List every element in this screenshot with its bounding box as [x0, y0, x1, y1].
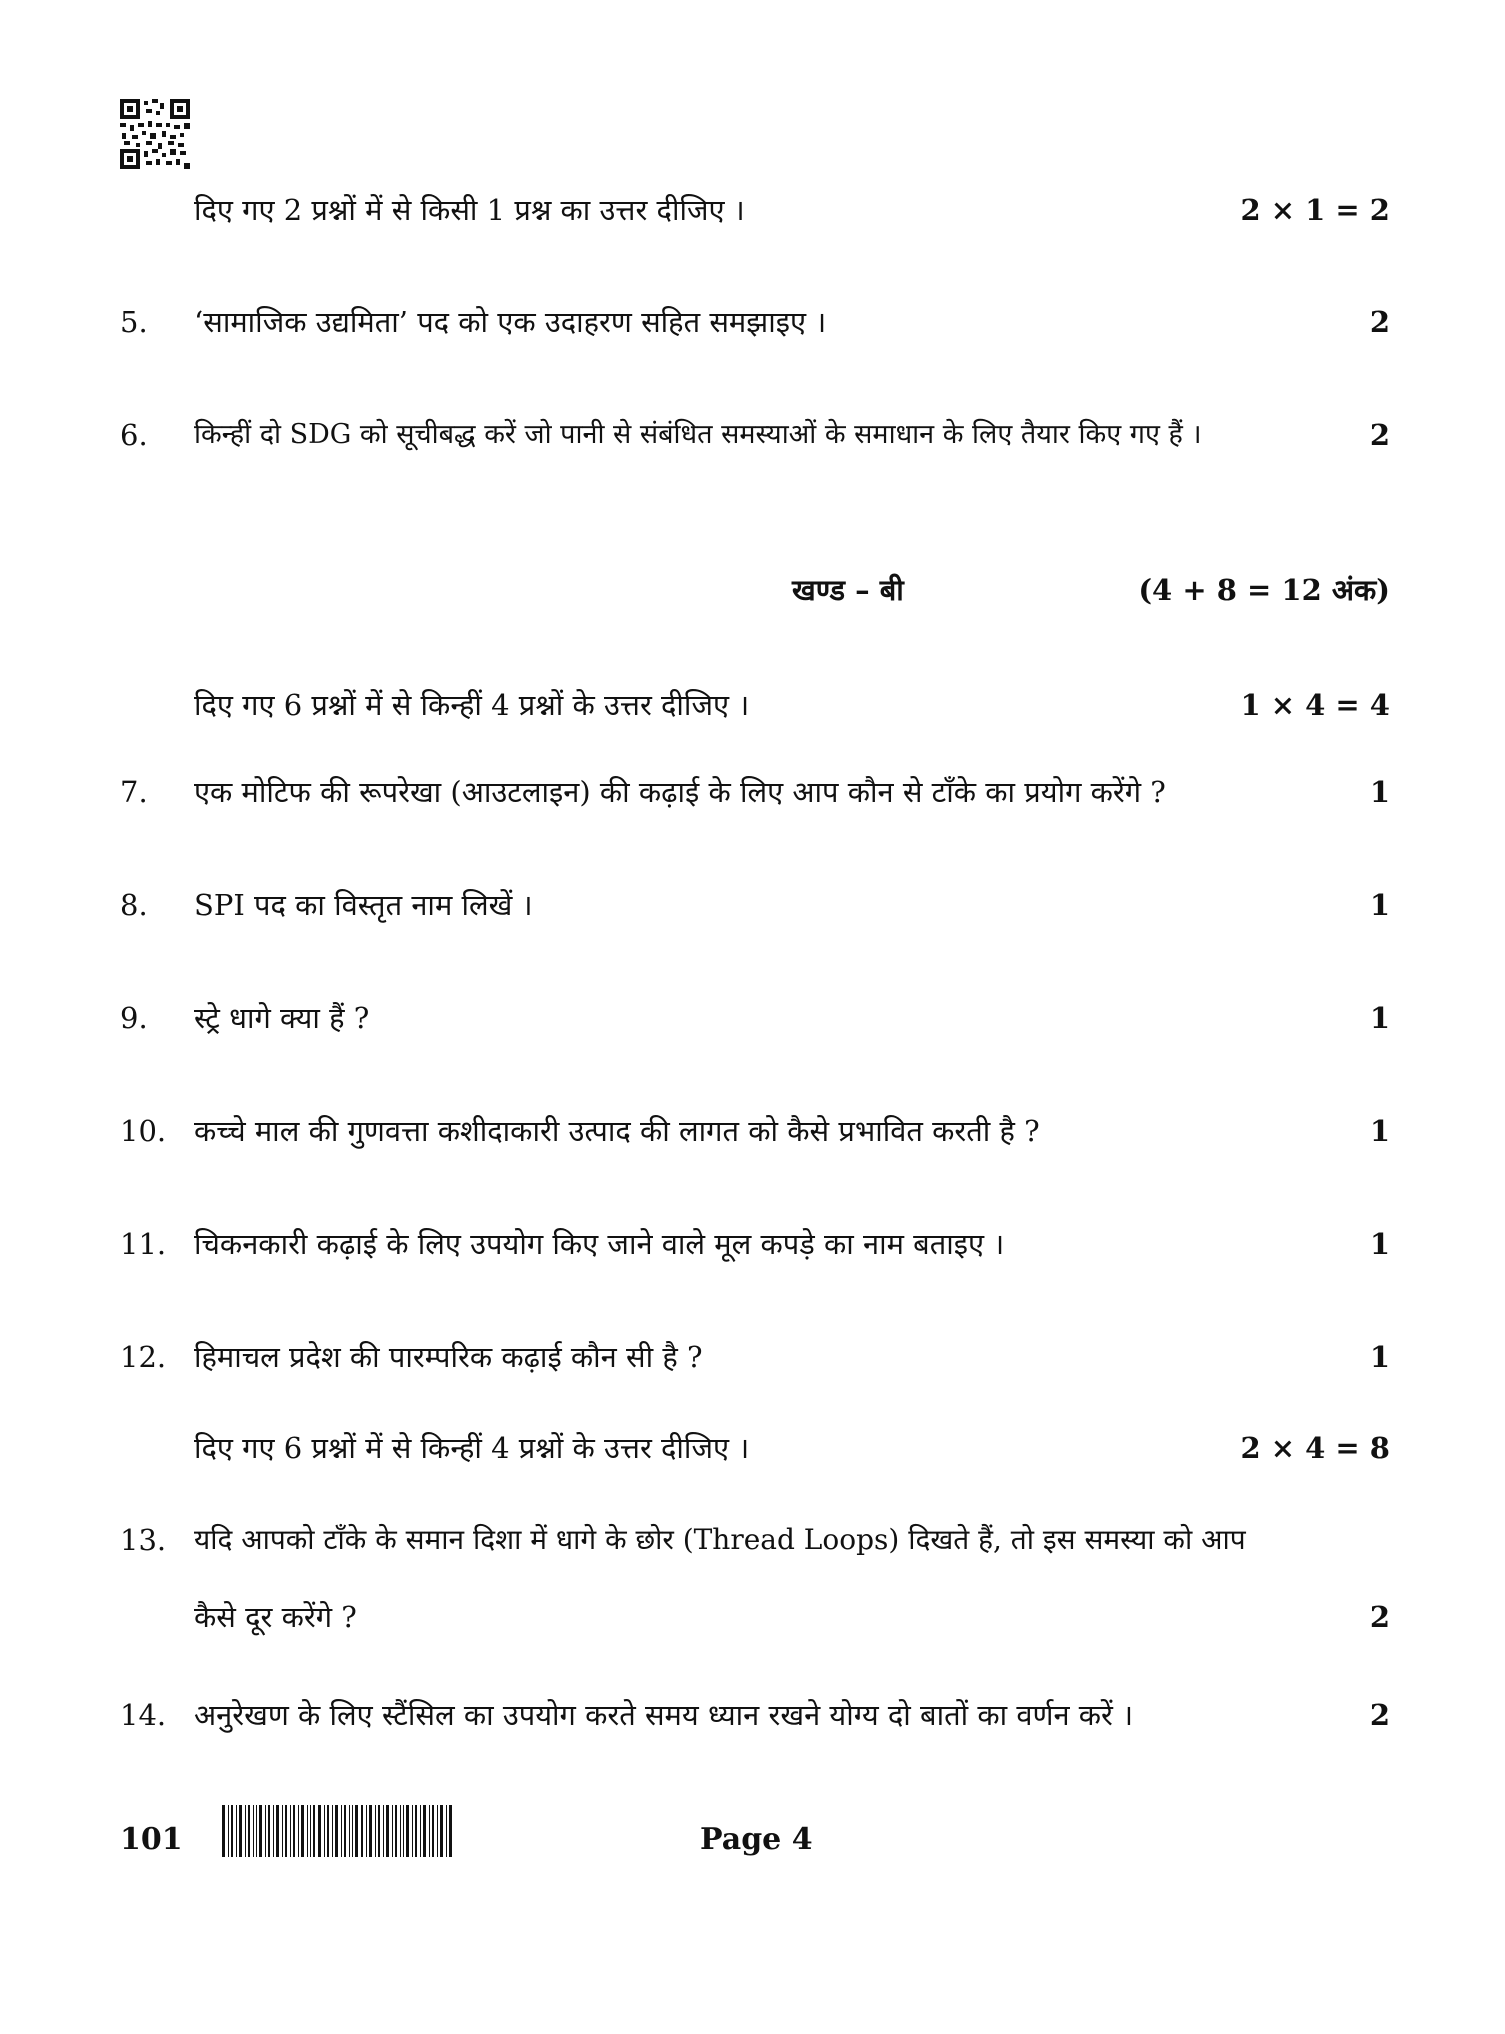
question-text: अनुरेखण के लिए स्टैंसिल का उपयोग करते समय ध्यान रखने योग्य दो बातों का वर्णन करें । — [194, 1698, 1134, 1732]
page-number: Page 4 — [700, 1822, 813, 1857]
question-text: यदि आपको टाँके के समान दिशा में धागे के छोर (Thread Loops) दिखते हैं, तो इस समस्या को आप — [194, 1523, 1246, 1556]
question-text: कच्चे माल की गुणवत्ता कशीदाकारी उत्पाद की लागत को कैसे प्रभावित करती है ? — [194, 1114, 1040, 1148]
question-number: 7. — [120, 775, 148, 809]
question-text: SPI पद का विस्तृत नाम लिखें । — [194, 888, 533, 922]
instruction-text: दिए गए 6 प्रश्नों में से किन्हीं 4 प्रश्नों के उत्तर दीजिए । — [194, 688, 750, 722]
instruction-text: दिए गए 6 प्रश्नों में से किन्हीं 4 प्रश्नों के उत्तर दीजिए । — [194, 1431, 750, 1465]
barcode-icon — [222, 1805, 452, 1857]
question-text: किन्हीं दो SDG को सूचीबद्ध करें जो पानी से संबंधित समस्याओं के समाधान के लिए तैयार किए गए हैं । — [194, 419, 1202, 450]
section-title: खण्ड – बी — [792, 573, 904, 607]
question-marks: 2 — [1369, 418, 1390, 452]
question-text: स्ट्रे धागे क्या हैं ? — [194, 1001, 370, 1035]
section-marks: (4 + 8 = 12 अंक) — [1138, 573, 1390, 607]
question-marks: 1 — [1369, 775, 1390, 809]
question-number: 13. — [120, 1523, 167, 1557]
question-marks: 2 — [1369, 1600, 1390, 1634]
question-marks: 1 — [1369, 888, 1390, 922]
question-number: 6. — [120, 418, 148, 452]
question-text: हिमाचल प्रदेश की पारम्परिक कढ़ाई कौन सी है ? — [194, 1340, 703, 1374]
instruction-marks: 1 × 4 = 4 — [1240, 688, 1390, 722]
instruction-text: दिए गए 2 प्रश्नों में से किसी 1 प्रश्न का उत्तर दीजिए । — [194, 193, 745, 227]
question-marks: 1 — [1369, 1001, 1390, 1035]
question-text-continuation: कैसे दूर करेंगे ? — [194, 1600, 357, 1634]
question-number: 14. — [120, 1698, 167, 1732]
question-text: चिकनकारी कढ़ाई के लिए उपयोग किए जाने वाले मूल कपड़े का नाम बताइए । — [194, 1227, 1005, 1261]
instruction-marks: 2 × 1 = 2 — [1240, 193, 1390, 227]
question-text: ‘सामाजिक उद्यमिता’ पद को एक उदाहरण सहित समझाइए । — [194, 305, 827, 339]
question-number: 12. — [120, 1340, 167, 1374]
question-number: 5. — [120, 305, 148, 339]
question-number: 8. — [120, 888, 148, 922]
question-number: 11. — [120, 1227, 167, 1261]
question-number: 9. — [120, 1001, 148, 1035]
question-text: एक मोटिफ की रूपरेखा (आउटलाइन) की कढ़ाई के लिए आप कौन से टाँके का प्रयोग करेंगे ? — [194, 775, 1166, 809]
question-marks: 2 — [1369, 305, 1390, 339]
question-marks: 2 — [1369, 1698, 1390, 1732]
qr-code-icon — [120, 99, 190, 169]
question-marks: 1 — [1369, 1114, 1390, 1148]
question-marks: 1 — [1369, 1340, 1390, 1374]
question-number: 10. — [120, 1114, 167, 1148]
question-marks: 1 — [1369, 1227, 1390, 1261]
instruction-marks: 2 × 4 = 8 — [1240, 1431, 1390, 1465]
paper-code: 101 — [120, 1822, 183, 1857]
